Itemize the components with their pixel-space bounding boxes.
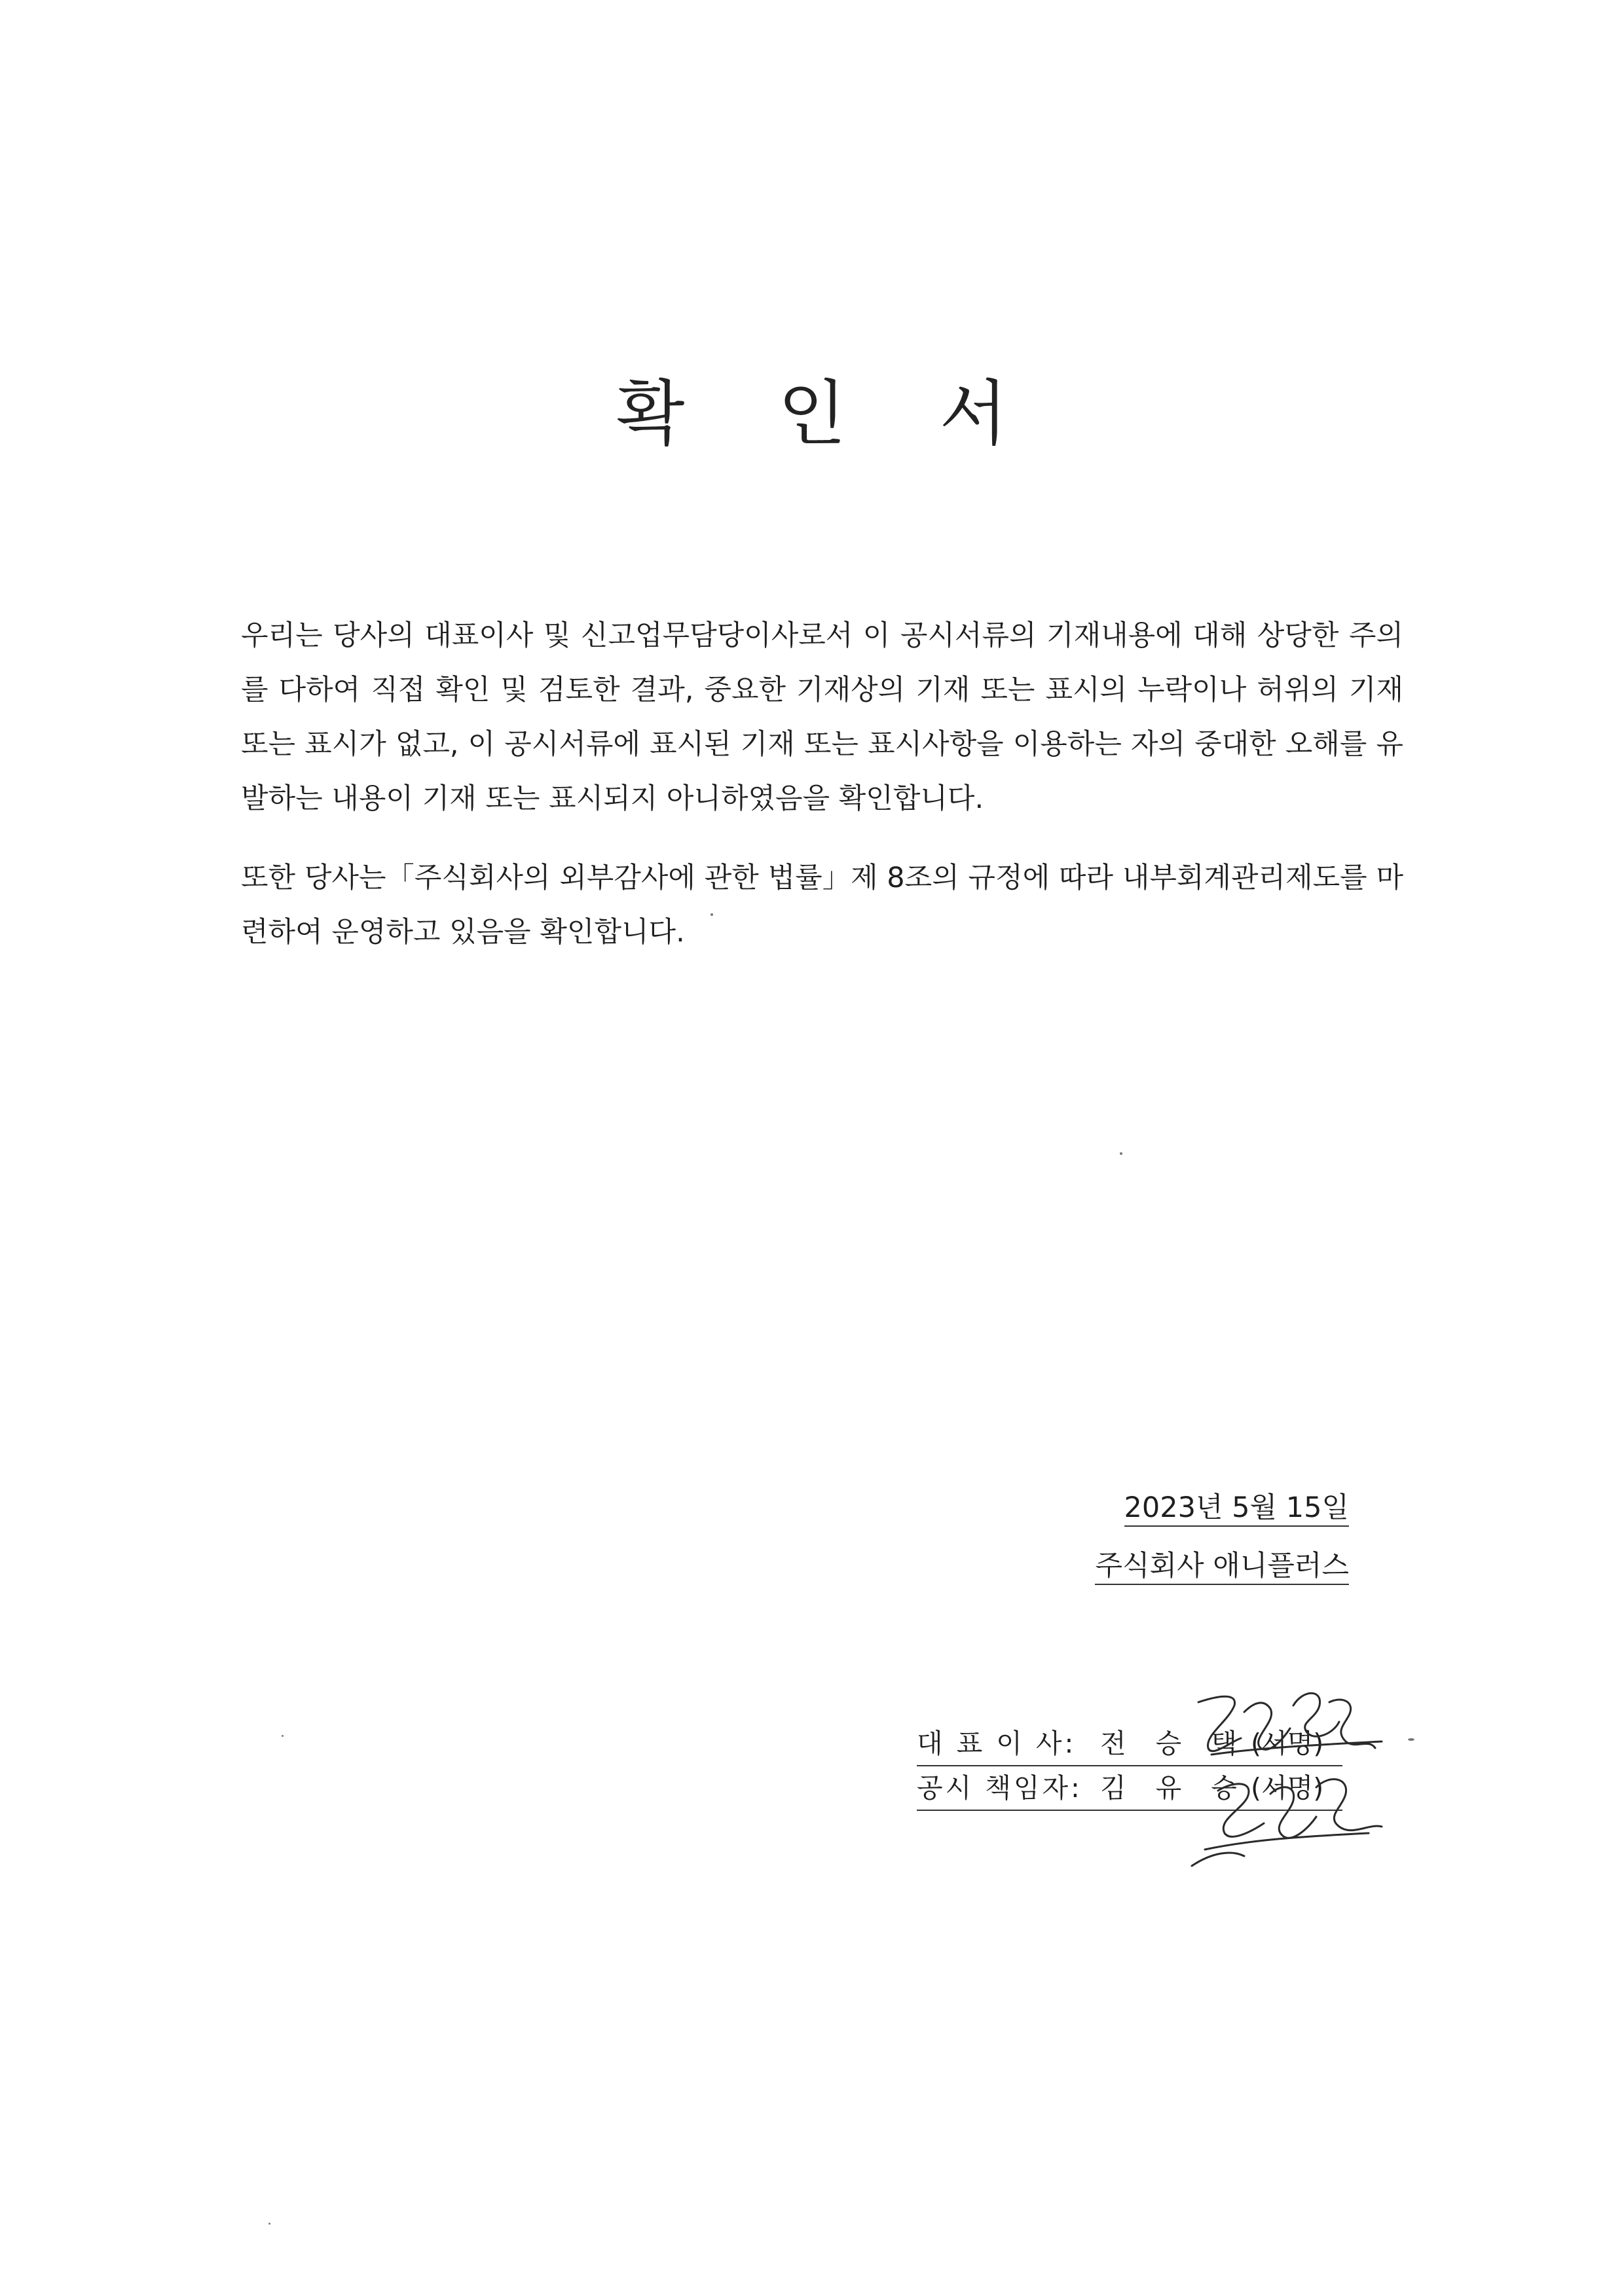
scan-speck [268,2223,270,2225]
scan-speck [1408,1738,1414,1741]
date-company-block [1095,1483,1349,1599]
signer-row-disclosure-officer [917,1766,1342,1811]
signer-name: 전 승 택 [1100,1728,1247,1759]
internal-control-paragraph: 또한 당사는「주식회사의 외부감사에 관한 법률」제 8조의 규정에 따라 내부회계관리제도를 마련하여 운영하고 있음을 확인합니다. [241,862,1403,949]
signer-role: 대 표 이 사: [917,1728,1077,1759]
signature-mark: (서명) [1251,1728,1324,1759]
signer-row-ceo [917,1722,1342,1766]
company-name: 주식회사 애니플러스 [1095,1548,1349,1585]
scan-speck [710,913,713,916]
document-date: 2023년 5월 15일 [1124,1490,1349,1527]
confirmation-paragraph: 우리는 당사의 대표이사 및 신고업무담당이사로서 이 공시서류의 기재내용에 대해 상당한 주의를 다하여 직접 확인 및 검토한 결과, 중요한 기재상의 기재 또는 표시의 누락이나 허위의 기재 또는 표시가 없고, 이 공시서류에 표시된 기재 또는 표시사항을 이용하는 자의 중대한 오해를 유발하는 내용이 기재 또는 표시되지 아니하였음을 확인합니다. [241,619,1403,815]
scan-speck [1120,1152,1122,1155]
signature-mark: (서명) [1251,1772,1324,1804]
signer-name: 김 유 승 [1100,1772,1247,1804]
signer-role: 공시 책임자: [917,1772,1082,1804]
signer-table [917,1722,1342,1811]
document-title: 확 인 서 [616,373,1043,455]
scan-speck [282,1735,284,1737]
